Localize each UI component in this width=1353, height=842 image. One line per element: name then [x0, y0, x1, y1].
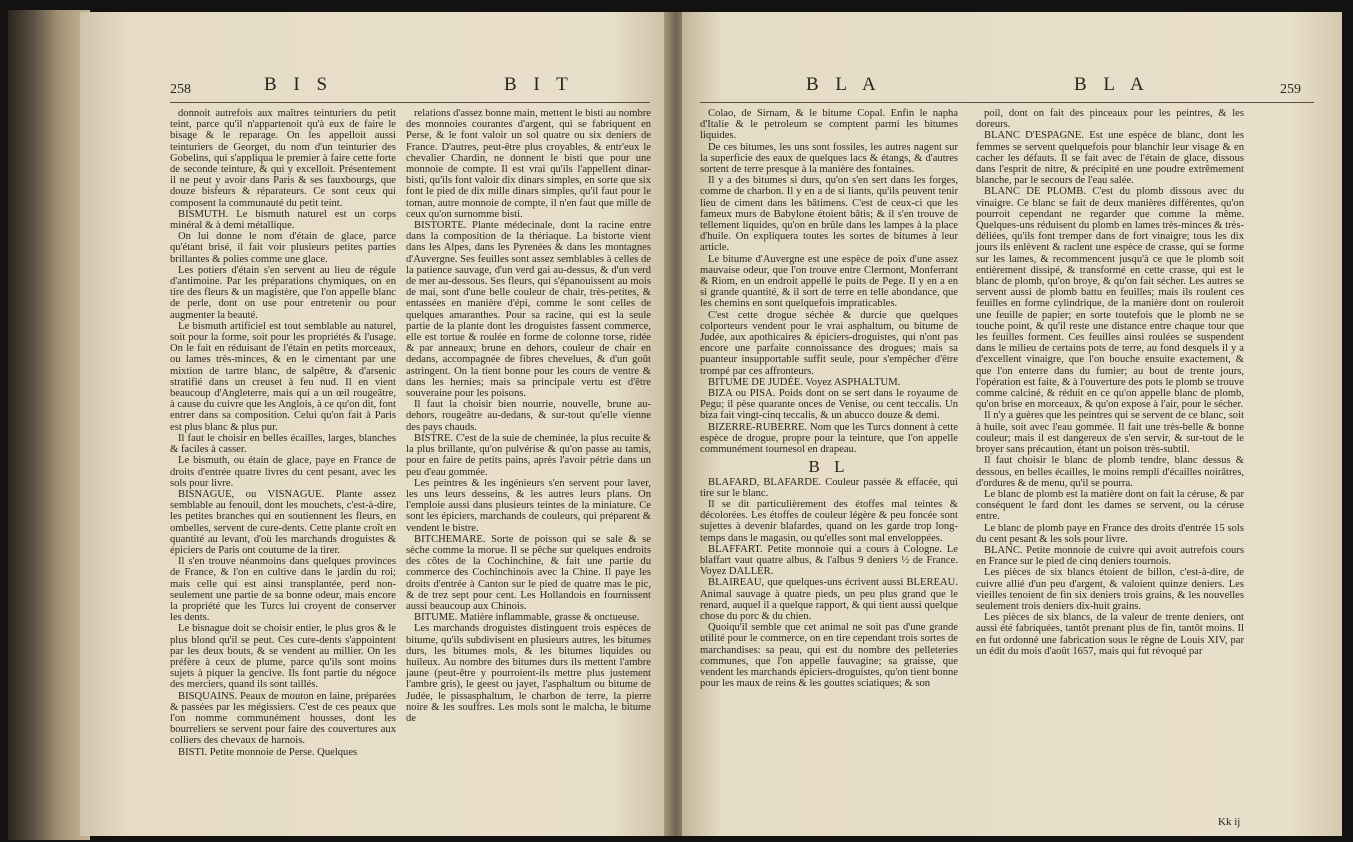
paragraph: Le blanc de plomb est la matière dont on fait la céruse, & par conséquent le fard dont les dames se servent, ou la céruse entre. — [976, 488, 1244, 523]
header-rule — [700, 102, 1314, 103]
paragraph: Il se dit particulièrement des étoffes mal teintes & décolorées. Les étoffes de couleur légère & peu foncée sont sujettes à devenir blafardes, quand on les garde trop long-temps dans le magasin, ou qu'elles sont mal enveloppées. — [700, 498, 958, 544]
paragraph: donnoit autrefois aux maîtres teinturiers du petit teint, parce qu'il n'appartenoit qu'à eux de faire le bisage & le reparage. On les appelloit aussi teinturiers de Georget, du nom d'un teinturier des Gobelins, qui s'appliqua le premier à faire cette forte de seconde teinture, & qui y excelloit. Présentement il ne peut y avoir dans Paris & ses fauxbourgs, que douze bisfeurs & réparateurs. Ce sont ceux qui composent la communauté du petit teint. — [170, 108, 396, 209]
paragraph: Il faut le choisir en belles écailles, larges, blanches & faciles à casser. — [170, 432, 396, 456]
paragraph: BISQUAINS. Peaux de mouton en laine, préparées & passées par les mégissiers. C'est de ces peaux que l'on nomme communément housses, dont les bourreliers se servent pour faire des couvertures aux colliers des chevaux de harnois. — [170, 690, 396, 747]
section-heading: B L — [808, 457, 850, 477]
paragraph: Il y a des bitumes si durs, qu'on s'en sert dans les forges, comme de charbon. Il y en a de si liants, qu'ils peuvent tenir lieu de ciment dans les bâtimens. C'est de ceux-ci que les fameux murs de Babylone étoient bâtis; & il s'en trouve de tellement liquides, qu'on en brûle dans les lampes à la place d'huile. On expliquera toutes les sortes de bitumes à leur article. — [700, 175, 958, 254]
book-edge — [8, 10, 90, 840]
paragraph: C'est cette drogue séchée & durcie que quelques colporteurs vendent pour le vrai asphaltum, ou bitume de Judée, aux apothicaires & épiciers-droguistes, qui n'ont pas encore une parfaite connoissance des drogues; mais sa puanteur insupportable suffit seule, pour s'empêcher d'être trompé par ces affronteurs. — [700, 309, 958, 377]
text-column-2 — [406, 108, 651, 724]
paragraph: Le blanc de plomb paye en France des droits d'entrée 15 sols du cent pesant & les sols pour livre. — [976, 522, 1244, 545]
paragraph: BLANC D'ESPAGNE. Est une espèce de blanc, dont les femmes se servent quelquefois pour blanchir leur visage & en cacher les défauts. Il se fait avec de l'étain de glace, dissous dans l'esprit de nitre, & précipité en une poudre extrêmement blanche, par le secours de l'eau salée. — [976, 130, 1244, 187]
paragraph: On lui donne le nom d'étain de glace, parce qu'étant brisé, il fait voir plusieurs petites parties brillantes & polies comme une glace. — [170, 231, 396, 265]
paragraph: BIZA ou PISA. Poids dont on se sert dans le royaume de Pegu; il pèse quarante onces de Venise, ou cent teccalis. Un biza fait vingt-cinq teccalis, & un abucco douze & demi. — [700, 388, 958, 422]
paragraph: De ces bitumes, les uns sont fossiles, les autres nagent sur la superficie des eaux de quelques lacs & étangs, & d'autres sortent de terre presque à la manière des fontaines. — [700, 141, 958, 176]
running-header-left: B L A — [806, 74, 882, 95]
paragraph: BITUME. Matière inflammable, grasse & onctueuse. — [414, 612, 640, 624]
paragraph: BLAFFART. Petite monnoie qui a cours à Cologne. Le blaffart vaut quatre albus, & l'albus 9 deniers ½ de France. Voyez DALLER. — [700, 543, 958, 578]
paragraph: Colao, de Sirnam, & le bitume Copal. Enfin le napha d'Italie & le petroleum se comptent parmi les bitumes liquides. — [700, 108, 958, 142]
page-number: 259 — [1280, 82, 1301, 97]
paragraph: BISMUTH. Le bismuth naturel est un corps minéral & à demi métallique. — [170, 208, 396, 232]
paragraph: BLAIREAU, que quelques-uns écrivent aussi BLEREAU. Animal sauvage à quatre pieds, un peu plus grand que le renard, auquel il a quelque rapport, & qui tient aussi quelque chose du porc & du chien. — [700, 577, 958, 622]
paragraph: poil, dont on fait des pinceaux pour les peintres, & les doreurs. — [976, 108, 1244, 131]
signature-mark: Kk ij — [1218, 816, 1241, 828]
right-page — [682, 12, 1342, 836]
text-column-1 — [170, 108, 396, 758]
left-page — [80, 12, 670, 836]
paragraph: Il s'en trouve néanmoins dans quelques provinces de France, & l'on en cultive dans le jardin du roi; mais celle qui est ainsi transplantée, perd non-seulement une partie de sa bonne odeur, mais encore la propriété que les Turcs lui croyent de conserver les dents. — [170, 556, 396, 624]
paragraph: Le bitume d'Auvergne est une espèce de poix d'une assez mauvaise odeur, que l'on trouve entre Clermont, Monferrant & Riom, en un endroit appellé le puits de Pege. Il y en a en si grande quantité, & il sort de terre en telle abondance, que les chemins en sont quelquefois impraticables. — [700, 253, 958, 310]
paragraph: Les potiers d'étain s'en servent au lieu de régule d'antimoine. Par les préparations chymiques, on en tire des fleurs & un magistère, que l'on appelle blanc de perle, dont on use pour entretenir ou pour augmenter la beauté. — [170, 264, 396, 321]
running-header-left: B I S — [264, 74, 334, 95]
paragraph: BISTI. Petite monnoie de Perse. Quelques — [178, 746, 358, 758]
paragraph: Les pièces de six blancs, de la valeur de trente deniers, ont aussi été fabriquées, tantôt prenant plus de fin, tantôt moins. Il en fut ordonné une fabrication sous le règne de Louis XIV, par un édit du mois d'août 1657, mais qui fut révoqué par — [976, 612, 1244, 657]
paragraph: Les marchands droguistes distinguent trois espèces de bitume, qu'ils subdivisent en plusieurs autres, les bitumes durs, les bitumes mols, & les bitumes liquides ou huileux. Au nombre des bitumes durs ils mettent l'ambre jaune (peut-être y pourroient-ils mettre plus justement l'ambre gris), le geest ou jayet, l'asphaltum ou bitume de Judée, le pissasphaltum, le charbon de terre, la pierre noire & les souffres. Les mols sont le malcha, le bitume de — [406, 623, 651, 724]
paragraph: BITUME DE JUDÉE. Voyez ASPHALTUM. — [708, 376, 901, 388]
paragraph: Les pièces de six blancs étoient de billon, c'est-à-dire, de cuivre allié d'un peu d'argent, & valoient quinze deniers. Les vieilles tenoient de fin six deniers trois grains, & les nouvelles seulement trois deniers dix-huit grains. — [976, 567, 1244, 612]
paragraph: BIZERRE-RUBERRE. Nom que les Turcs donnent à cette espèce de drogue, propre pour la teinture, que l'on appelle communément tournesol en drapeau. — [700, 421, 958, 456]
paragraph: BLANC DE PLOMB. C'est du plomb dissous avec du vinaigre. Ce blanc se fait de deux manières différentes, qu'on pourroit cependant ne regarder que comme la même. Quelques-uns réduisent du plomb en lames très-minces & très-déliées, qu'ils font tremper dans de fort vinaigre; tous les dix jours ils enlèvent & raclent une espèce de crasse, qui se forme sur les lames, & recommencent jusqu'à ce que le plomb soit entièrement dissipé, & transformé en cette crasse, qui est le blanc de plomb, qu'on broye, & qu'on fait sécher. Les autres se servent aussi de plomb battu en feuilles; mais ils roulent ces feuilles en forme cylindrique, de la manière dont on rouleroit une feuille de papier; en sorte toutefois que le plomb ne se touche point, & qu'il reste une distance entre chaque tour que les feuilles forment. Ces feuilles ainsi roulées se suspendent dans le milieu de certains pots de terre, au fond desquels il y a d'excellent vinaigre, que l'on bouche ensuite exactement, & que l'on enterre dans du fumier; au bout de trente jours, l'opération est faite, & à l'ouverture des pots le plomb se trouve comme calciné, & réduit en ce qu'on appelle blanc de plomb, qu'on brise en morceaux, & qu'on expose à l'air, pour le sécher. — [976, 186, 1244, 411]
paragraph: Le bismuth artificiel est tout semblable au naturel, soit pour la forme, soit pour les propriétés & l'usage. On le fait en réduisant de l'étain en petits morceaux, ou lames très-minces, & en le cimentant par une mixtion de tartre blanc, de salpêtre, & d'arsenic stratifié dans un creuset à feu nud. Il en vient beaucoup d'Angleterre, mais qui a un œil rougeâtre, à cause du cuivre que les Anglois, à ce qu'on dit, font entrer dans sa composition. Celui qu'on fait à Paris est plus blanc & plus pur. — [170, 320, 396, 433]
paragraph: Il faut la choisir bien nourrie, nouvelle, brune au-dehors, rougeâtre au-dedans, & sur-tout qu'elle vienne des pays chauds. — [406, 399, 651, 433]
paragraph: Il faut choisir le blanc de plomb tendre, blanc dessus & dessous, en belles écailles, le moins rempli d'écailles noirâtres, d'ordures & de menu, qu'il se pourra. — [976, 455, 1244, 489]
paragraph: BISNAGUE, ou VISNAGUE. Plante assez semblable au fenouil, dont les mouchets, c'est-à-dire, les petites branches qui en soutiennent les fleurs, en ombelles, servent de cure-dents. Cette plante croît en quantité au levant, d'où les marchands droguistes & épiciers de Paris ont coutume de la tirer. — [170, 488, 396, 556]
paragraph: BLAFARD, BLAFARDE. Couleur passée & effacée, qui tire sur le blanc. — [700, 476, 958, 499]
paragraph: Les peintres & les ingénieurs s'en servent pour laver, les uns leurs desseins, & les autres leurs plans. On l'emploie aussi dans plusieurs teintes de la miniature. Ce sont les épiciers, marchands de couleurs, qui préparent & vendent le bistre. — [406, 477, 651, 534]
paragraph: BISTORTE. Plante médecinale, dont la racine entre dans la composition de la thériaque. La bistorte vient dans les Alpes, dans les Pyrenées & dans les montagnes d'Auvergne. Ses feuilles sont assez semblables à celles de la patience sauvage, d'un verd gai au-dessus, & d'un verd de mer au-dessous. Ses fleurs, qui s'épanouissent au mois de mai, sont d'une belle couleur de chair, très-petites, & entassées en manière d'épi, comme le sont celles de quelques amaranthes. Pour sa racine, qui est la seule partie de la plante dont les droguistes fassent commerce, elle est tortue & roulée en forme de colonne torse, ridée & par anneaux; brune en dehors, couleur de chair en dedans, accompagnée de fibres chevelues, & d'un goût astringent. On la tient bonne pour les cours de ventre & dans les hernies; mais sa principale vertu est d'être souveraine pour les poisons. — [406, 220, 651, 400]
paragraph: BISTRE. C'est de la suie de cheminée, la plus recuite & la plus brillante, qu'on pulvérise & qu'on passe au tamis, pour en faire de petits pains, après l'avoir pétrie dans un peu d'eau gommée. — [406, 432, 651, 478]
running-header-right: B I T — [504, 74, 574, 95]
paragraph: Il n'y a guères que les peintres qui se servent de ce blanc, soit à huile, soit avec l'eau gommée. Il fait une très-belle & bonne couleur; mais il est dangereux de s'en servir, & sur-tout de le broyer sans précaution, étant un poison très-subtil. — [976, 410, 1244, 456]
header-rule — [170, 102, 650, 103]
paragraph: Le bisnague doit se choisir entier, le plus gros & le plus blond qu'il se peut. Ces cure-dents s'appointent par les deux bouts, & se vendent au millier. On les préfère à ceux de plume, parce qu'ils sont moins sujets à piquer la gencive. Ils font partie du négoce des merciers, quand ils sont taillés. — [170, 623, 396, 691]
paragraph: BLANC. Petite monnoie de cuivre qui avoit autrefois cours en France sur le pied de cinq deniers tournois. — [976, 544, 1244, 568]
text-column-1 — [700, 108, 958, 689]
paragraph: relations d'assez bonne main, mettent le bisti au nombre des monnoies courantes d'argent, qui se fabriquent en Perse, & le font valoir un sol quatre ou six deniers de France. D'autres, peut-être plus croyables, & entr'eux le chevalier Chardin, ne donnent le bisti que pour une monnoie de compte. Il est vrai qu'ils l'appellent dinar-bisti, qu'ils font valoir dix dinars simples, en sorte que six font le pied de dix mille dinars simples, qu'il faut pour le toman, autre monnoie de compte, il n'en faut que mille de ceux qu'on surnomme bisti. — [406, 108, 651, 220]
paragraph: BITCHEMARE. Sorte de poisson qui se sale & se sèche comme la morue. Il se pêche sur quelques endroits des côtes de la Cochinchine, & fait une partie du commerce des Cochinchinois avec la Chine. Il paye les droits d'entrée à Canton sur le pied de quatre mas le pic, & de trez sept pour cent. Les Hollandois en fournissent aussi beaucoup aux Chinois. — [406, 533, 651, 612]
text-column-2 — [976, 108, 1244, 657]
paragraph: Quoiqu'il semble que cet animal ne soit pas d'une grande utilité pour le commerce, on en tire cependant trois sortes de marchandises: sa peau, qui est du nombre des pelleteries communes, que l'on appelle fauvagine; sa graisse, que vendent les marchands épiciers-droguistes, qu'on tient bonne pour les maux de reins & les gouttes sciatiques; & son — [700, 622, 958, 690]
page-number: 258 — [170, 82, 191, 97]
running-header-right: B L A — [1074, 74, 1150, 95]
paragraph: Le bismuth, ou étain de glace, paye en France de droits d'entrée quatre livres du cent pesant, avec les sols pour livre. — [170, 455, 396, 489]
